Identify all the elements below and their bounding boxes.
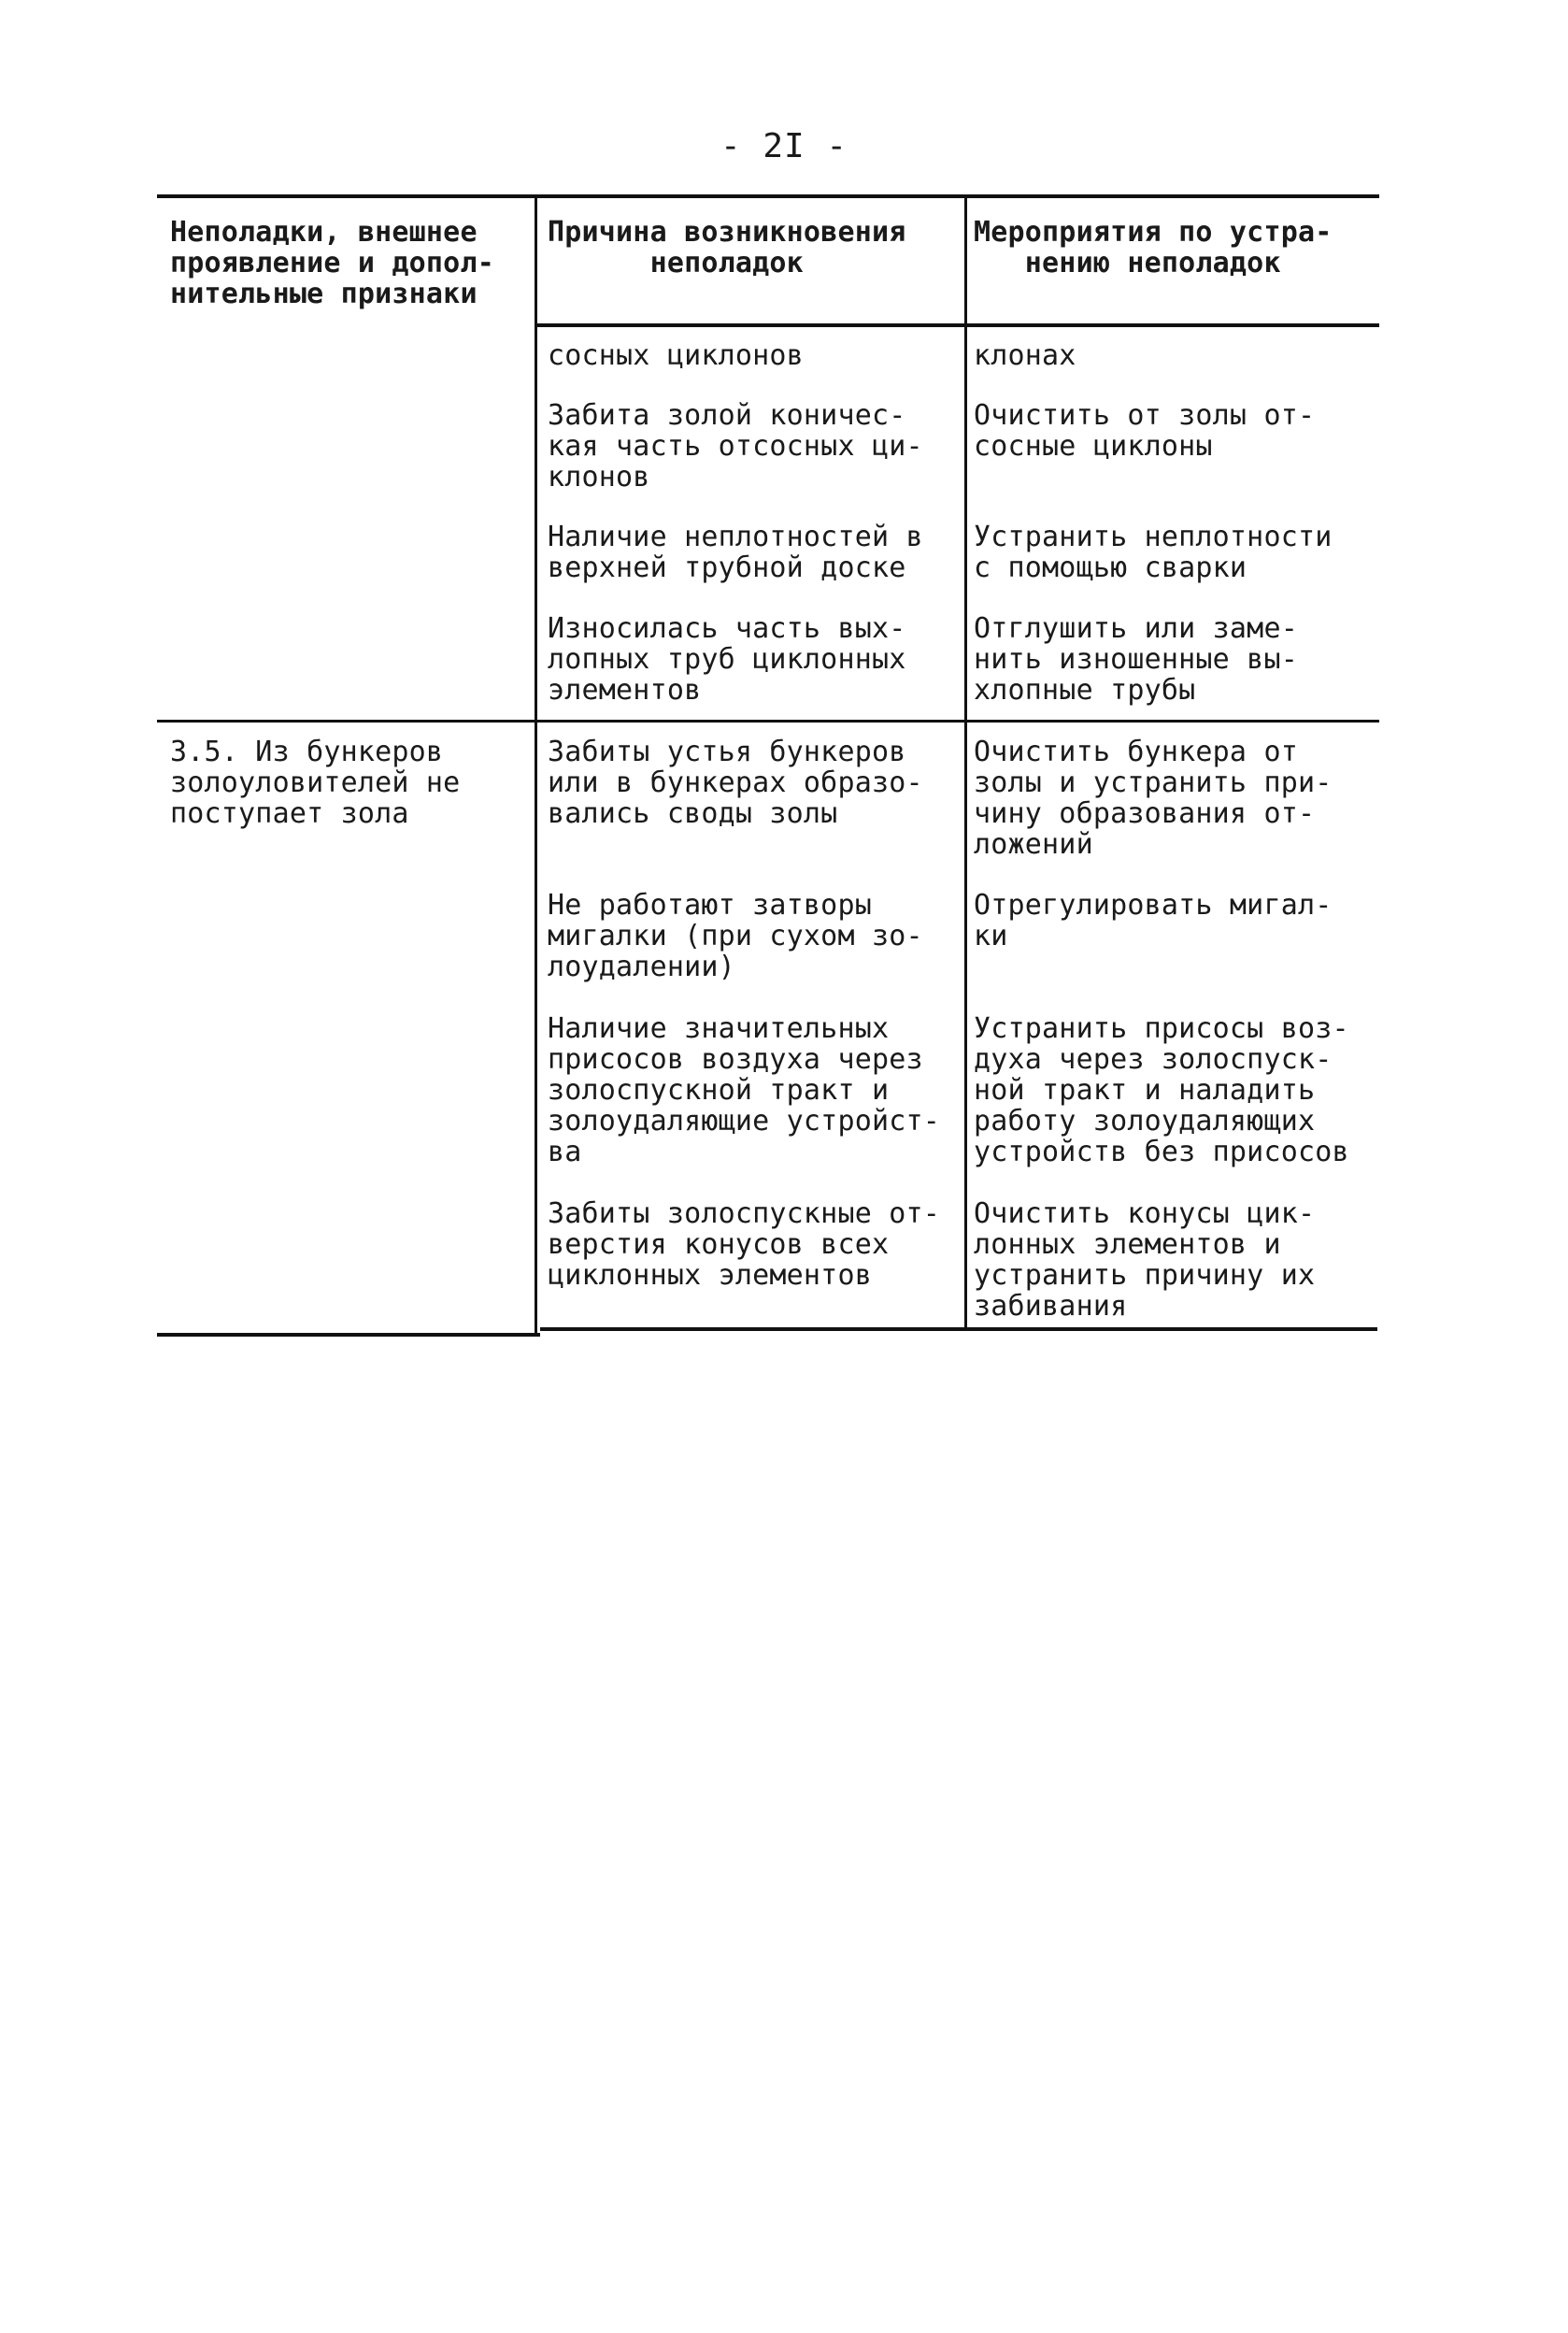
header-symptoms: Неполадки, внешнее проявление и допол- нительные признаки	[170, 216, 494, 310]
header-bottom-rule	[535, 323, 1379, 327]
cause-cell: сосных циклонов	[548, 339, 804, 372]
table-top-rule	[157, 194, 1379, 198]
cause-cell: Износилась часть вых- лопных труб циклонных элементов	[548, 612, 906, 707]
measure-cell: клонах	[974, 339, 1076, 372]
measure-cell: Очистить от золы от- сосные циклоны	[974, 399, 1316, 463]
cause-cell: Забита золой коничес- кая часть отсосных ци- клонов	[548, 399, 923, 494]
cause-cell: Наличие неплотностей в верхней трубной доске	[548, 521, 923, 584]
cause-cell: Наличие значительных присосов воздуха через золоспускной тракт и золоудаляющие устройст- ва	[548, 1012, 941, 1168]
column-divider-1	[535, 194, 537, 1335]
measure-cell: Очистить конусы цик- лонных элементов и устранить причину их забивания	[974, 1197, 1316, 1323]
header-measures: Мероприятия по устра- нению неполадок	[974, 216, 1333, 279]
header-cause: Причина возникновения неполадок	[548, 216, 906, 279]
measure-cell: Устранить неплотности с помощью сварки	[974, 521, 1333, 584]
cause-cell: Забиты устья бункеров или в бункерах образо- вались своды золы	[548, 736, 923, 830]
symptom-cell: 3.5. Из бункеров золоуловителей не поступает зола	[170, 736, 461, 830]
column-divider-2	[964, 194, 967, 1329]
measure-cell: Отрегулировать мигал- ки	[974, 889, 1333, 952]
measure-cell: Устранить присосы воз- духа через золоспуск- ной тракт и наладить работу золоудаляющих устройств без присосов	[974, 1012, 1349, 1168]
page-number: - 2I -	[720, 127, 848, 165]
cause-cell: Забиты золоспускные от- верстия конусов всех циклонных элементов	[548, 1197, 941, 1292]
measure-cell: Отглушить или заме- нить изношенные вы- хлопные трубы	[974, 612, 1298, 707]
measure-cell: Очистить бункера от золы и устранить при- чину образования от- ложений	[974, 736, 1333, 861]
row-separator-rule	[157, 720, 1379, 723]
table-bottom-rule-right	[540, 1327, 1377, 1331]
cause-cell: Не работают затворы мигалки (при сухом зо- лоудалении)	[548, 889, 923, 983]
table-bottom-rule-left	[157, 1333, 540, 1337]
